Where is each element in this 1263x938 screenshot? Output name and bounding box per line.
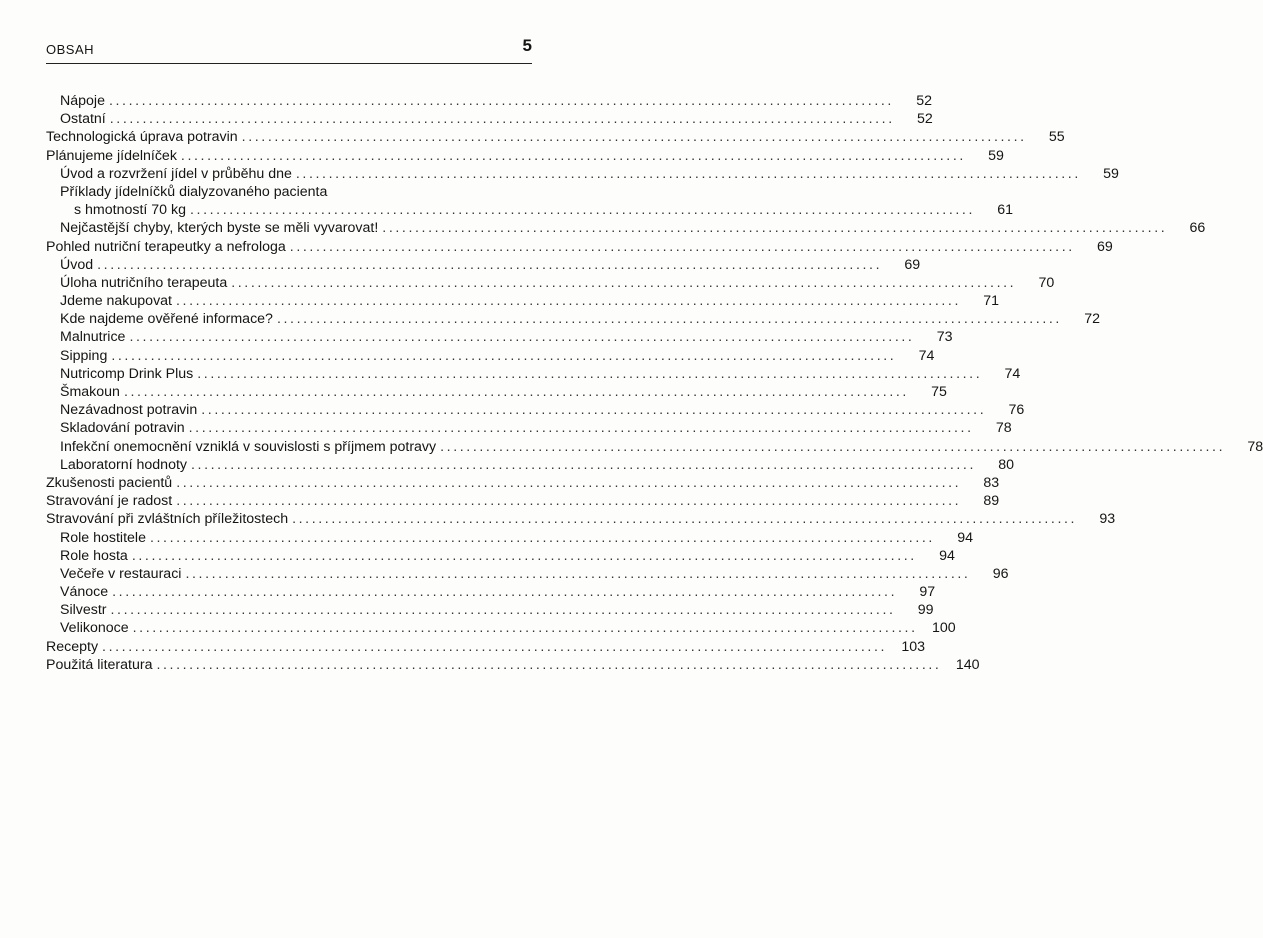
toc-entry-title: Nutricomp Drink Plus bbox=[60, 365, 194, 382]
toc-entry-page: 78 bbox=[995, 420, 1012, 437]
toc-entry-title: Nejčastější chyby, kterých byste se měli vyvarovat! bbox=[60, 220, 379, 237]
toc-entry-title: Infekční onemocnění vzniklá v souvislosti s příjmem potravy bbox=[60, 438, 437, 455]
toc-entry-title: Úvod a rozvržení jídel v průběhu dne bbox=[60, 165, 292, 182]
toc-entry bbox=[60, 92, 932, 110]
dot-leader: ........................................................................................................................ bbox=[129, 329, 915, 346]
dot-leader: ........................................................................................................................ bbox=[197, 365, 983, 382]
toc-entry bbox=[60, 565, 1009, 583]
toc-entry-page: 70 bbox=[1038, 274, 1055, 291]
toc-entry-title: Jdeme nakupovat bbox=[60, 293, 172, 310]
toc-entry-page: 59 bbox=[988, 147, 1004, 164]
toc-entry bbox=[46, 238, 1113, 256]
toc-entry-page: 73 bbox=[936, 329, 953, 346]
toc-entry-title: Velikonoce bbox=[60, 620, 129, 637]
toc-entry bbox=[60, 583, 936, 601]
toc-entry bbox=[60, 438, 1263, 456]
toc-entry bbox=[46, 510, 1116, 528]
toc-entry-title: Stravování při zvláštních příležitostech bbox=[46, 511, 289, 528]
dot-leader: ........................................................................................................................ bbox=[176, 293, 962, 310]
toc-entry bbox=[60, 619, 956, 637]
page-number: 5 bbox=[522, 36, 532, 55]
toc-entry-page: 66 bbox=[1189, 220, 1206, 237]
dot-leader: ........................................................................................................................ bbox=[176, 474, 962, 491]
toc-entry-page: 76 bbox=[1008, 402, 1025, 419]
toc-entry-page: 96 bbox=[992, 565, 1009, 582]
toc-entry-title: Vánoce bbox=[60, 584, 109, 601]
toc-entry-title: Recepty bbox=[46, 638, 99, 655]
toc-entry bbox=[60, 547, 955, 565]
dot-leader: ........................................................................................................................ bbox=[185, 565, 971, 582]
toc-entry-title: s hmotností 70 kg bbox=[74, 202, 186, 219]
toc-entry-page: 55 bbox=[1048, 129, 1065, 146]
toc-entry bbox=[46, 492, 1000, 510]
toc-entry-page: 94 bbox=[939, 547, 955, 564]
toc-entry bbox=[60, 419, 1012, 437]
dot-leader: ........................................................................................................................ bbox=[440, 438, 1226, 455]
toc-entry-page: 72 bbox=[1084, 311, 1100, 328]
toc-entry bbox=[60, 219, 1206, 237]
toc-entry-page: 78 bbox=[1247, 438, 1263, 455]
dot-leader: ........................................................................................................................ bbox=[295, 165, 1081, 182]
toc-entry-page: 97 bbox=[919, 584, 936, 601]
dot-leader: ........................................................................................................................ bbox=[97, 256, 883, 273]
dot-leader: ........................................................................................................................ bbox=[176, 493, 962, 510]
toc-entry-title: Skladování potravin bbox=[60, 420, 185, 437]
toc-entry-title: Role hostitele bbox=[60, 529, 146, 546]
toc-entry-page: 93 bbox=[1099, 511, 1116, 528]
toc-entry bbox=[60, 165, 1119, 183]
toc-entry-title: Příklady jídelníčků dialyzovaného pacienta bbox=[60, 183, 328, 200]
toc-entry bbox=[60, 456, 1015, 474]
toc-entry-title: Plánujeme jídelníček bbox=[46, 147, 177, 164]
dot-leader: ........................................................................................................................ bbox=[112, 584, 898, 601]
toc-entry-title: Úvod bbox=[60, 256, 94, 273]
toc-entry-page: 94 bbox=[957, 529, 973, 546]
toc-entry bbox=[60, 529, 973, 547]
table-of-contents bbox=[46, 92, 1263, 674]
toc-entry-page: 75 bbox=[931, 384, 947, 400]
toc-entry bbox=[74, 201, 1013, 219]
toc-entry-title: Pohled nutriční terapeutky a nefrologa bbox=[46, 238, 286, 255]
dot-leader: ........................................................................................................................ bbox=[111, 347, 897, 364]
toc-entry bbox=[46, 638, 926, 656]
toc-entry-title: Malnutrice bbox=[60, 329, 126, 346]
toc-entry-page: 103 bbox=[901, 638, 926, 655]
dot-leader: ........................................................................................................................ bbox=[292, 511, 1078, 528]
toc-entry-title: Šmakoun bbox=[60, 384, 120, 400]
dot-leader: ........................................................................................................................ bbox=[201, 402, 987, 419]
toc-entry-title: Použitá literatura bbox=[46, 656, 153, 673]
toc-entry-page: 140 bbox=[955, 656, 980, 673]
toc-entry-page: 61 bbox=[997, 202, 1013, 219]
dot-leader: ........................................................................................................................ bbox=[156, 656, 942, 673]
toc-entry bbox=[60, 256, 921, 274]
toc-entry-page: 100 bbox=[931, 620, 956, 637]
dot-leader: ........................................................................................................................ bbox=[231, 274, 1017, 291]
toc-entry bbox=[60, 183, 532, 201]
toc-entry-page: 80 bbox=[998, 456, 1015, 473]
header-rule bbox=[46, 63, 532, 64]
toc-entry bbox=[60, 292, 1000, 310]
toc-entry-page: 89 bbox=[983, 493, 1000, 510]
toc-entry-page: 59 bbox=[1103, 165, 1119, 182]
dot-leader: ........................................................................................................................ bbox=[131, 547, 917, 564]
toc-entry-page: 74 bbox=[1004, 365, 1021, 382]
toc-entry-title: Stravování je radost bbox=[46, 493, 173, 510]
toc-entry bbox=[46, 474, 1000, 492]
toc-entry bbox=[60, 601, 934, 619]
toc-entry-page: 52 bbox=[916, 93, 932, 109]
toc-entry-page: 69 bbox=[904, 256, 921, 273]
toc-entry bbox=[60, 347, 935, 365]
toc-entry-title: Ostatní bbox=[60, 111, 106, 128]
dot-leader: ........................................................................................................................ bbox=[241, 129, 1027, 146]
dot-leader: ........................................................................................................................ bbox=[123, 384, 909, 400]
section-title: OBSAH bbox=[46, 42, 95, 57]
toc-entry-title: Technologická úprava potravin bbox=[46, 129, 238, 146]
toc-entry-title: Večeře v restauraci bbox=[60, 565, 182, 582]
toc-entry-title: Kde najdeme ověřené informace? bbox=[60, 311, 273, 328]
toc-entry-title: Nezávadnost potravin bbox=[60, 402, 198, 419]
toc-entry-title: Laboratorní hodnoty bbox=[60, 456, 187, 473]
dot-leader: ........................................................................................................................ bbox=[188, 420, 974, 437]
dot-leader: ........................................................................................................................ bbox=[149, 529, 935, 546]
toc-entry bbox=[60, 401, 1025, 419]
toc-entry-page: 71 bbox=[983, 293, 1000, 310]
toc-entry-title: Silvestr bbox=[60, 602, 107, 619]
toc-entry bbox=[60, 110, 933, 128]
toc-entry bbox=[60, 328, 953, 346]
dot-leader: ........................................................................................................................ bbox=[189, 202, 975, 219]
toc-entry-title: Zkušenosti pacientů bbox=[46, 474, 173, 491]
toc-entry bbox=[60, 383, 947, 401]
toc-entry bbox=[46, 147, 1004, 165]
dot-leader: ........................................................................................................................ bbox=[289, 238, 1075, 255]
dot-leader: ........................................................................................................................ bbox=[191, 456, 977, 473]
dot-leader: ........................................................................................................................ bbox=[109, 111, 895, 128]
toc-entry-title: Sipping bbox=[60, 347, 108, 364]
toc-entry bbox=[46, 128, 1065, 146]
toc-entry-page: 69 bbox=[1097, 238, 1113, 255]
toc-entry-page: 52 bbox=[916, 111, 933, 128]
toc-entry bbox=[60, 274, 1055, 292]
page-header bbox=[46, 36, 532, 62]
toc-entry bbox=[46, 656, 980, 674]
dot-leader: ........................................................................................................................ bbox=[180, 147, 966, 164]
toc-entry-page: 99 bbox=[917, 602, 934, 619]
dot-leader: ........................................................................................................................ bbox=[382, 220, 1168, 237]
toc-entry-title: Úloha nutričního terapeuta bbox=[60, 274, 228, 291]
dot-leader: ........................................................................................................................ bbox=[132, 620, 918, 637]
toc-entry bbox=[60, 310, 1100, 328]
toc-entry-title: Role hosta bbox=[60, 547, 128, 564]
toc-entry-page: 83 bbox=[983, 474, 1000, 491]
dot-leader: ........................................................................................................................ bbox=[276, 311, 1062, 328]
dot-leader: ........................................................................................................................ bbox=[108, 93, 894, 109]
toc-entry-title: Nápoje bbox=[60, 93, 105, 109]
toc-entry-page: 74 bbox=[918, 347, 935, 364]
toc-entry bbox=[60, 365, 1021, 383]
dot-leader: ........................................................................................................................ bbox=[110, 602, 896, 619]
dot-leader: ........................................................................................................................ bbox=[102, 638, 888, 655]
